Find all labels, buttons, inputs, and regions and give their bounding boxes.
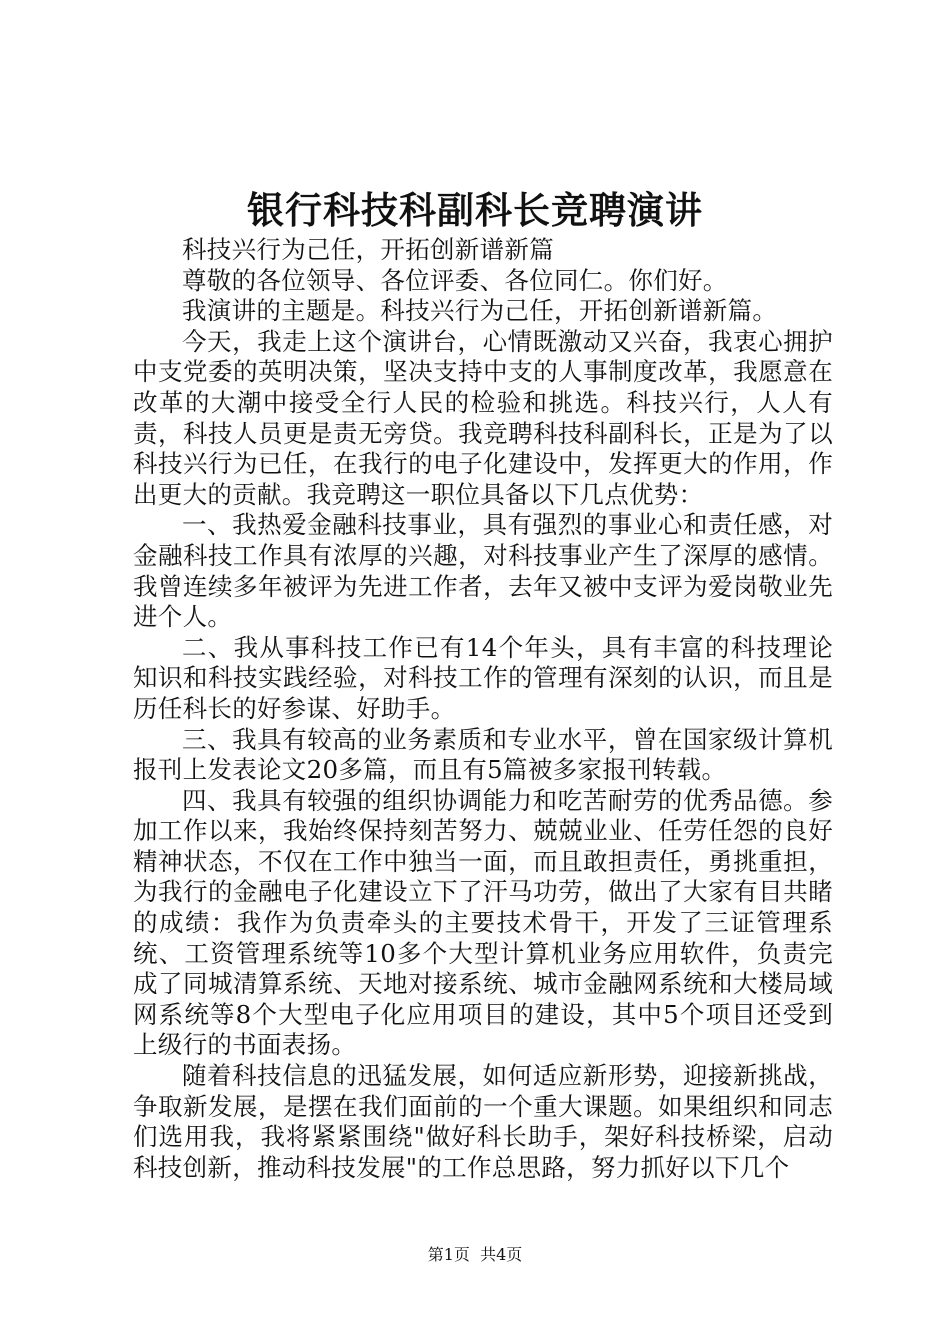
paragraph: 今天，我走上这个演讲台，心情既激动又兴奋，我衷心拥护中支党委的英明决策，坚决支持中支的人事制度改革，我愿意在改革的大潮中接受全行人民的检验和挑选。科技兴行，人人有责，科技人员更是责无旁贷。我竞聘科技科副科长，正是为了以科技兴行为已任，在我行的电子化建设中，发挥更大的作用，作出更大的贡献。我竞聘这一职位具备以下几点优势： [133,326,833,509]
paragraph: 四、我具有较强的组织协调能力和吃苦耐劳的优秀品德。参加工作以来，我始终保持刻苦努力、兢兢业业、任劳任怨的良好精神状态，不仅在工作中独当一面，而且敢担责任，勇挑重担，为我行的金融电子化建设立下了汗马功劳，做出了大家有目共睹的成绩：我作为负责牵头的主要技术骨干，开发了三证管理系统、工资管理系统等10多个大型计算机业务应用软件，负责完成了同城清算系统、天地对接系统、城市金融网系统和大楼局域网系统等8个大型电子化应用项目的建设，其中5个项目还受到上级行的书面表扬。 [133,785,833,1060]
paragraph: 随着科技信息的迅猛发展，如何适应新形势，迎接新挑战，争取新发展，是摆在我们面前的一个重大课题。如果组织和同志们选用我，我将紧紧围绕"做好科长助手，架好科技桥梁，启动科技创新，推动科技发展"的工作总思路，努力抓好以下几个 [133,1061,833,1182]
document-body [133,235,833,1183]
page-footer [0,1244,950,1266]
document-title: 银行科技科副科长竞聘演讲 [247,188,703,232]
paragraph: 科技兴行为己任，开拓创新谱新篇 [182,235,554,264]
paragraph: 尊敬的各位领导、各位评委、各位同仁。你们好。 [182,265,728,295]
paragraph: 二、我从事科技工作已有14个年头，具有丰富的科技理论知识和科技实践经验，对科技工作的管理有深刻的认识，而且是历任科长的好参谋、好助手。 [133,632,833,723]
paragraph: 我演讲的主题是。科技兴行为己任，开拓创新谱新篇。 [182,296,778,326]
paragraph: 一、我热爱金融科技事业，具有强烈的事业心和责任感，对金融科技工作具有浓厚的兴趣，对科技事业产生了深厚的感情。我曾连续多年被评为先进工作者，去年又被中支评为爱岗敬业先进个人。 [133,510,833,632]
page-number: 第1页 共4页 [427,1245,523,1264]
paragraph: 三、我具有较高的业务素质和专业水平，曾在国家级计算机报刊上发表论文20多篇，而且有5篇被多家报刊转载。 [133,724,833,785]
